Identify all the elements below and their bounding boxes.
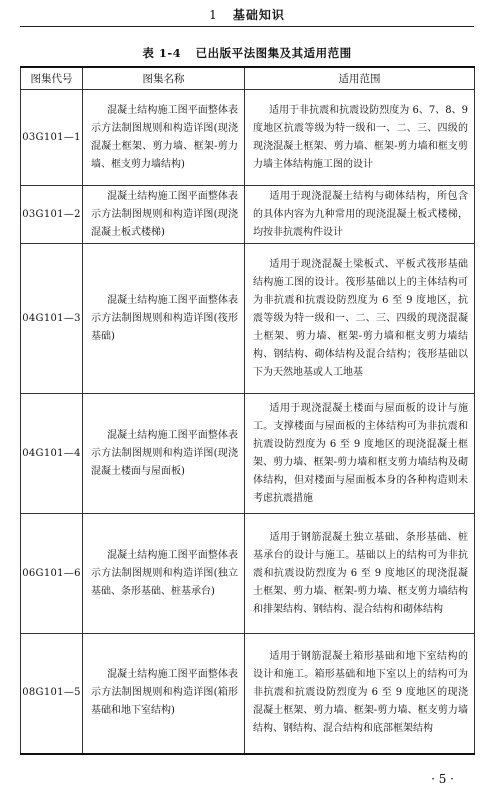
running-head: [0, 6, 494, 23]
atlas-scope-text: 适用于现浇混凝土楼面与屋面板的设计与施工。支撑楼面与屋面板的主体结构可为非抗震和抗震设防烈度为 6 至 9 度地区的现浇混凝土框架、剪力墙、框架-剪力墙和框支剪力墙结构及砌体结构，但对楼面与屋面板本身的各种构造则未考虑抗震措施: [253, 402, 468, 504]
atlas-code: 03G101—2: [21, 186, 83, 244]
atlas-scope-text: 适用于现浇混凝土结构与砌体结构，所包含的具体内容为九种常用的现浇混凝土板式楼梯，均按非抗震构件设计: [253, 190, 468, 238]
atlas-name-text: 混凝土结构施工图平面整体表示方法制图规则和构造详图(筏形基础): [91, 294, 238, 342]
table-row: [21, 394, 475, 514]
table-number: 表 1-4: [142, 46, 182, 60]
atlas-scope: [245, 514, 475, 634]
atlas-name: [83, 394, 245, 514]
header-rule: [20, 26, 474, 27]
atlas-name-text: 混凝土结构施工图平面整体表示方法制图规则和构造详图(现浇混凝土板式楼梯): [91, 190, 238, 238]
table-row: [21, 244, 475, 394]
table-row: [21, 514, 475, 634]
column-header-name: 图集名称: [83, 67, 245, 90]
atlas-name-text: 混凝土结构施工图平面整体表示方法制图规则和构造详图(现浇混凝土框架、剪力墙、框架-剪力墙、框支剪力墙结构): [91, 104, 238, 170]
chapter-number: 1: [209, 8, 218, 22]
atlas-name-text: 混凝土结构施工图平面整体表示方法制图规则和构造详图(独立基础、条形基础、桩基承台): [91, 549, 238, 597]
atlas-code: 03G101—1: [21, 90, 83, 186]
column-header-scope: 适用范围: [245, 67, 475, 90]
atlas-scope: [245, 634, 475, 754]
atlas-code: 04G101—4: [21, 394, 83, 514]
chapter-title: 基础知识: [232, 8, 285, 22]
atlas-scope-text: 适用于钢筋混凝土箱形基础和地下室结构的设计和施工。箱形基础和地下室以上的结构可为非抗震和抗震设防烈度为 6 至 9 度地区的现浇混凝土框架、剪力墙、框架-剪力墙、框支剪力墙结构、钢结构、混合结构和底部框架结构: [253, 651, 468, 735]
atlas-scope: [245, 244, 475, 394]
atlas-code: 08G101—5: [21, 634, 83, 754]
table-row: [21, 186, 475, 244]
atlas-table: [20, 66, 475, 755]
page-number: · 5 ·: [431, 772, 454, 786]
atlas-code: 06G101—6: [21, 514, 83, 634]
atlas-name: [83, 186, 245, 244]
atlas-scope: [245, 186, 475, 244]
table-row: [21, 634, 475, 754]
atlas-scope-text: 适用于钢筋混凝土独立基础、条形基础、桩基承台的设计与施工。基础以上的结构可为非抗震和抗震设防烈度为 6 至 9 度地区的现浇混凝土框架、剪力墙、框架-剪力墙、框支剪力墙结构和排架结构、钢结构、混合结构和砌体结构: [253, 531, 468, 615]
table-header-row: [21, 67, 475, 90]
atlas-name: [83, 90, 245, 186]
atlas-scope-text: 适用于非抗震和抗震设防烈度为 6、7、8、9 度地区抗震等级为特一级和一、二、三、四级的现浇混凝土框架、剪力墙、框架-剪力墙和框支剪力墙主体结构施工图的设计: [253, 104, 468, 170]
table-caption: [0, 45, 494, 61]
atlas-scope: [245, 90, 475, 186]
atlas-name: [83, 244, 245, 394]
atlas-scope-text: 适用于现浇混凝土梁板式、平板式筏形基础结构施工图的设计。筏形基础以上的主体结构可为非抗震和抗震设防烈度为 6 至 9 度地区，抗震等级为特一级和一、二、三、四级的现浇混凝土框架、剪力墙、框架-剪力墙和框支剪力墙结构、钢结构、砌体结构及混合结构；筏形基础以下为天然地基或人工地基: [253, 258, 468, 378]
atlas-name-text: 混凝土结构施工图平面整体表示方法制图规则和构造详图(箱形基础和地下室结构): [91, 669, 238, 717]
table-title: 已出版平法图集及其适用范围: [195, 46, 352, 60]
table-row: [21, 90, 475, 186]
column-header-code: 图集代号: [21, 67, 83, 90]
atlas-name: [83, 634, 245, 754]
atlas-name-text: 混凝土结构施工图平面整体表示方法制图规则和构造详图(现浇混凝土楼面与屋面板): [91, 429, 238, 477]
atlas-code: 04G101—3: [21, 244, 83, 394]
atlas-name: [83, 514, 245, 634]
atlas-scope: [245, 394, 475, 514]
